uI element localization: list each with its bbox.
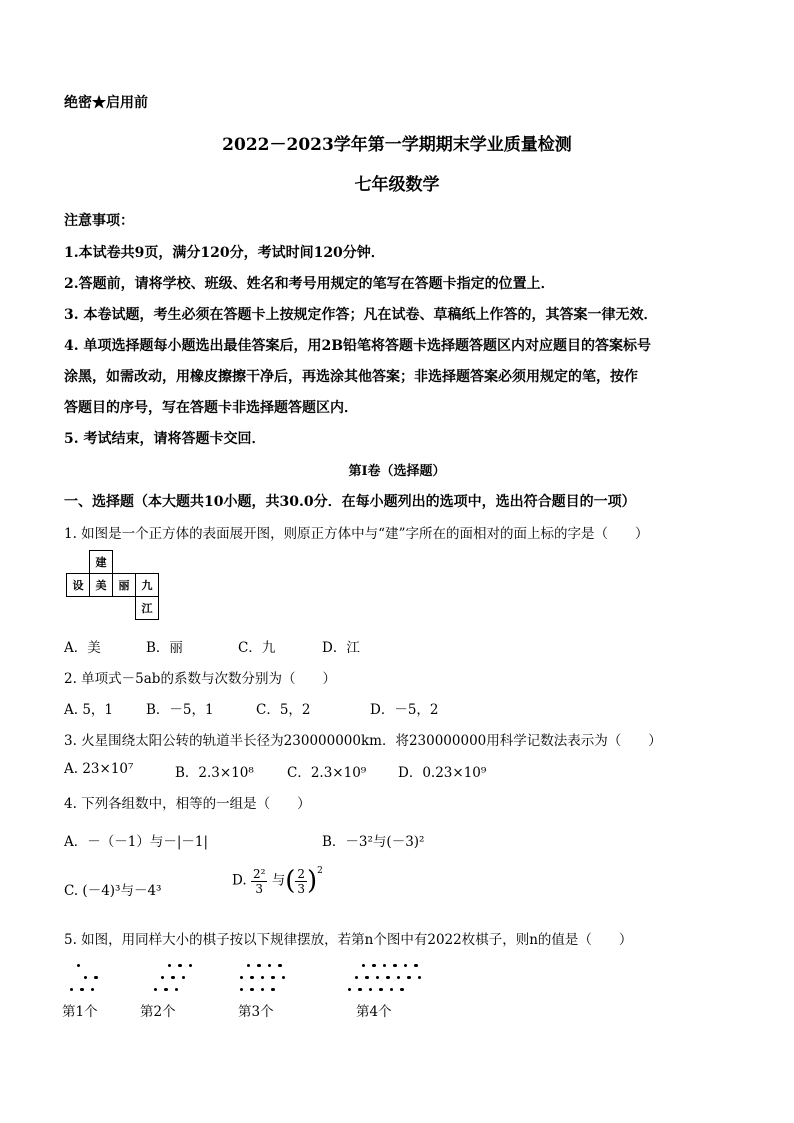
- fraction: [251, 867, 267, 896]
- exam-title: 2022－2023学年第一学期期末学业质量检测: [222, 135, 572, 155]
- q2-option-a: A. 5，1: [64, 702, 114, 718]
- q3-option-b: B．2.3×10⁸: [175, 765, 254, 781]
- net-cell: 建: [90, 551, 113, 574]
- q3-option-c: C．2.3×10⁹: [287, 765, 367, 781]
- volume-heading: 第I卷（选择题）: [348, 464, 446, 479]
- denominator: 3: [297, 881, 305, 896]
- net-cell: 丽: [113, 574, 136, 597]
- q1-option-b: B．丽: [146, 640, 183, 656]
- note-item: 3. 本卷试题，考生必须在答题卡上按规定作答；凡在试卷、草稿纸上作答的，其答案一律无效．: [64, 307, 658, 323]
- net-cell: 九: [136, 574, 159, 597]
- pattern-2: [150, 956, 196, 992]
- notes-heading: 注意事项：: [64, 213, 134, 229]
- pattern-1: [66, 956, 101, 992]
- exponent: 2: [317, 866, 323, 876]
- part1-heading: 一、选择题（本大题共10小题，共30.0分．在每小题列出的选项中，选出符合题目的一项）: [64, 494, 636, 510]
- q4-option-a: A．－（－1）与－|－1|: [64, 834, 209, 850]
- secret-label: 绝密★启用前: [64, 95, 148, 111]
- denominator: 3: [255, 881, 263, 896]
- pattern-label-4: 第4个: [356, 1004, 392, 1020]
- cube-net: [66, 550, 159, 620]
- q4-d-label: D.: [232, 872, 247, 889]
- q4-stem: 4. 下列各组数中，相等的一组是（ ）: [64, 796, 311, 812]
- net-cell: 设: [67, 574, 90, 597]
- q1-option-c: C．九: [238, 640, 276, 656]
- numerator: 2²: [252, 866, 266, 881]
- net-cell: 江: [136, 597, 159, 620]
- note-item: 2.答题前，请将学校、班级、姓名和考号用规定的笔写在答题卡指定的位置上．: [64, 276, 555, 292]
- numerator: 2: [297, 866, 305, 881]
- q4-option-d: D. $\frac{\text{2²}}{3}$ 与( $\frac{2}{3}$ )$^2$: [232, 866, 323, 896]
- note-item: 1.本试卷共9页，满分120分，考试时间120分钟．: [64, 245, 385, 261]
- pattern-label-1: 第1个: [62, 1004, 98, 1020]
- q2-option-c: C．5，2: [256, 702, 311, 718]
- q1-option-a: A．美: [64, 640, 101, 656]
- pattern-label-3: 第3个: [238, 1004, 274, 1020]
- net-cell: 美: [90, 574, 113, 597]
- note-item: 5. 考试结束，请将答题卡交回．: [64, 431, 266, 447]
- q3-stem: 3. 火星围绕太阳公转的轨道半长径为230000000km．将230000000用科学记数法表示为（ ）: [64, 733, 662, 749]
- q2-stem: 2. 单项式－5ab的系数与次数分别为（ ）: [64, 671, 336, 687]
- pattern-label-2: 第2个: [140, 1004, 176, 1020]
- note-item: 4. 单项选择题每小题选出最佳答案后，用2B铅笔将答题卡选择题答题区内对应题目的答案标号: [64, 338, 652, 354]
- q3-option-a: A. 23×10⁷: [64, 761, 134, 777]
- q1-option-d: D．江: [322, 640, 360, 656]
- q4-d-mid: 与: [271, 872, 286, 889]
- q3-option-d: D．0.23×10⁹: [398, 765, 487, 781]
- q4-option-b: B．－3²与(－3)²: [322, 834, 425, 850]
- q1-stem: 1. 如图是一个正方体的表面展开图，则原正方体中与“建”字所在的面相对的面上标的字是（ ）: [64, 526, 649, 542]
- exam-subtitle: 七年级数学: [354, 175, 440, 195]
- q4-option-c: C. (－4)³与－4³: [64, 883, 162, 899]
- q2-option-b: B．－5，1: [146, 702, 214, 718]
- note-item: 答题目的序号，写在答题卡非选择题答题区内．: [64, 400, 358, 416]
- pattern-4: [344, 956, 425, 992]
- note-item: 涂黑，如需改动，用橡皮擦擦干净后，再选涂其他答案；非选择题答案必须用规定的笔，按作: [64, 369, 638, 385]
- q5-stem: 5. 如图，用同样大小的棋子按以下规律摆放，若第n个图中有2022枚棋子，则n的值是（ ）: [64, 932, 633, 948]
- fraction: [295, 867, 307, 896]
- pattern-3: [236, 956, 289, 992]
- q2-option-d: D．－5，2: [370, 702, 439, 718]
